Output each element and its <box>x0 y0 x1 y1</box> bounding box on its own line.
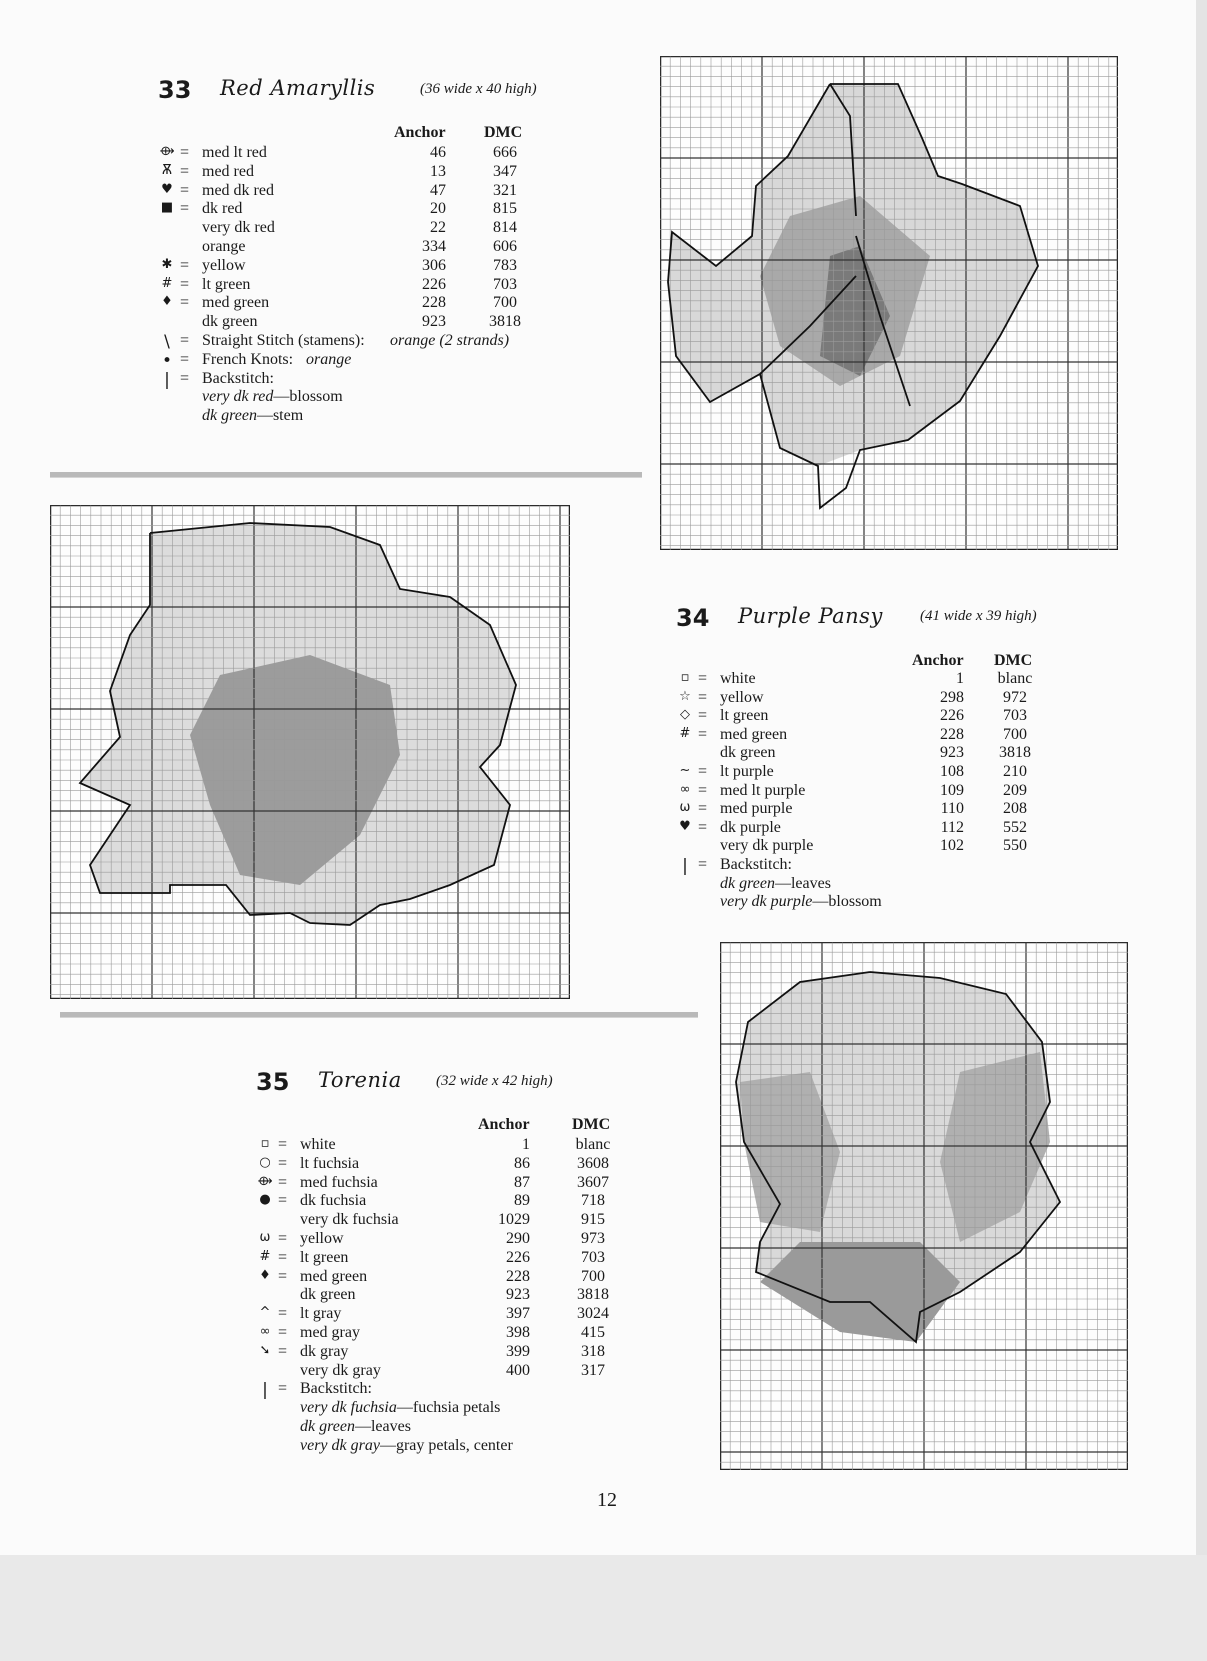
floss-row <box>158 144 558 162</box>
floss-row <box>158 238 558 256</box>
anchor-number: 306 <box>422 256 446 274</box>
floss-row <box>256 1211 656 1229</box>
equals-sign: = <box>278 1342 288 1360</box>
floss-name: lt green <box>202 275 251 293</box>
floss-row <box>158 313 558 331</box>
anchor-header: Anchor <box>394 124 446 141</box>
dmc-number: 915 <box>581 1211 605 1229</box>
floss-row <box>256 1155 656 1173</box>
floss-row <box>256 1230 656 1248</box>
equals-sign: = <box>278 1305 288 1323</box>
equals-sign: = <box>278 1154 288 1172</box>
extra-symbol: \ <box>164 332 170 352</box>
floss-name: dk green <box>300 1286 356 1304</box>
floss-name: orange <box>202 238 246 255</box>
key-dimensions: (41 wide x 39 high) <box>920 608 1037 624</box>
backstitch-note <box>300 1418 411 1436</box>
anchor-number: 108 <box>940 763 964 780</box>
dmc-header: DMC <box>994 652 1033 669</box>
equals-sign: = <box>180 350 190 368</box>
anchor-number: 46 <box>430 144 446 161</box>
anchor-number: 923 <box>940 744 964 762</box>
page-number: 12 <box>597 1489 617 1511</box>
dmc-number: 718 <box>581 1192 605 1210</box>
extra-text: Backstitch: <box>202 369 274 387</box>
floss-name: med gray <box>300 1324 360 1341</box>
floss-name: dk red <box>202 200 243 218</box>
floss-row <box>256 1192 656 1210</box>
floss-row <box>256 1362 656 1380</box>
floss-row <box>676 763 1076 781</box>
floss-row <box>676 819 1076 837</box>
key-purple-pansy <box>676 604 1096 924</box>
floss-row <box>256 1343 656 1361</box>
chart-purple-pansy <box>50 505 570 999</box>
extra-symbol: | <box>164 369 170 390</box>
dmc-number: 814 <box>493 219 517 237</box>
floss-row <box>676 782 1076 800</box>
floss-symbol: ω <box>259 1230 271 1245</box>
floss-name: yellow <box>202 256 246 274</box>
key-extra <box>158 332 578 350</box>
dmc-number: 815 <box>493 200 517 218</box>
floss-name: dk fuchsia <box>300 1192 367 1210</box>
backstitch-note <box>720 875 831 893</box>
anchor-number: 13 <box>430 162 446 180</box>
key-number: 35 <box>256 1068 290 1096</box>
anchor-number: 923 <box>422 313 446 331</box>
key-red-amaryllis <box>158 76 638 436</box>
backstitch-area: —leaves <box>354 1418 411 1435</box>
floss-name: dk green <box>720 744 776 762</box>
key-extra <box>256 1380 676 1401</box>
anchor-number: 400 <box>506 1361 530 1379</box>
equals-sign: = <box>180 332 190 349</box>
dmc-number: 210 <box>1003 763 1027 780</box>
anchor-number: 1 <box>956 670 964 687</box>
dmc-number: 3607 <box>577 1173 609 1191</box>
floss-row <box>158 276 558 294</box>
equals-sign: = <box>698 781 708 799</box>
floss-row <box>676 744 1076 762</box>
backstitch-note <box>202 388 343 406</box>
extra-color: orange (2 strands) <box>390 332 510 349</box>
floss-name: yellow <box>300 1230 344 1247</box>
floss-row <box>256 1136 656 1154</box>
equals-sign: = <box>278 1380 288 1398</box>
anchor-number: 226 <box>422 275 446 293</box>
dmc-number: 317 <box>581 1361 605 1379</box>
floss-symbol: ~ <box>679 763 691 778</box>
floss-symbol: ● <box>259 1192 271 1208</box>
dmc-number: 972 <box>1003 688 1027 706</box>
equals-sign: = <box>698 670 708 687</box>
floss-row <box>676 837 1076 855</box>
anchor-header: Anchor <box>478 1116 530 1133</box>
backstitch-color: very dk purple <box>720 893 813 911</box>
anchor-number: 398 <box>506 1324 530 1341</box>
floss-symbol: ◇ <box>680 707 690 723</box>
backstitch-area: —fuchsia petals <box>396 1399 501 1417</box>
key-extra <box>676 856 1096 874</box>
anchor-number: 226 <box>940 707 964 725</box>
equals-sign: = <box>180 294 190 312</box>
key-title: Red Amaryllis <box>220 76 376 100</box>
floss-symbol: ▫ <box>260 1136 270 1151</box>
floss-symbol: ✱ <box>161 256 173 272</box>
backstitch-note <box>300 1399 500 1417</box>
floss-name: dk gray <box>300 1342 349 1360</box>
floss-symbol: ⟴ <box>257 1173 273 1189</box>
dmc-number: 208 <box>1003 800 1027 818</box>
backstitch-color: very dk red <box>202 388 274 406</box>
extra-text: Backstitch: <box>720 856 792 873</box>
floss-row <box>256 1174 656 1192</box>
backstitch-area: —blossom <box>812 893 882 911</box>
key-dimensions: (36 wide x 40 high) <box>420 81 537 97</box>
floss-row <box>676 726 1076 744</box>
equals-sign: = <box>180 275 190 293</box>
backstitch-area: —stem <box>256 407 304 425</box>
dmc-number: 783 <box>493 256 517 274</box>
equals-sign: = <box>698 818 708 836</box>
backstitch-color: dk green <box>720 874 775 892</box>
anchor-number: 397 <box>506 1305 530 1323</box>
dmc-number: 3818 <box>999 744 1031 762</box>
floss-name: med red <box>202 162 254 180</box>
key-torenia <box>256 1068 666 1468</box>
anchor-number: 923 <box>506 1286 530 1304</box>
dmc-number: 973 <box>581 1230 605 1247</box>
floss-symbol: ♥ <box>679 818 691 834</box>
backstitch-note <box>202 407 303 425</box>
floss-name: yellow <box>720 688 764 706</box>
floss-row <box>158 219 558 237</box>
equals-sign: = <box>278 1136 288 1153</box>
floss-row <box>158 163 558 181</box>
floss-symbol: ♦ <box>259 1267 271 1283</box>
floss-name: lt green <box>300 1248 349 1266</box>
dmc-number: 347 <box>493 162 517 180</box>
equals-sign: = <box>698 707 708 725</box>
floss-row <box>158 294 558 312</box>
floss-row <box>256 1324 656 1342</box>
extra-symbol: | <box>262 1380 268 1401</box>
floss-row <box>158 257 558 275</box>
floss-name: very dk gray <box>300 1361 381 1379</box>
equals-sign: = <box>180 162 190 180</box>
floss-row <box>158 200 558 218</box>
equals-sign: = <box>180 200 190 218</box>
dmc-number: 703 <box>493 275 517 293</box>
equals-sign: = <box>278 1192 288 1210</box>
anchor-number: 86 <box>514 1154 530 1172</box>
floss-name: med lt red <box>202 144 267 161</box>
dmc-header: DMC <box>572 1116 611 1133</box>
key-extra <box>158 351 578 369</box>
anchor-number: 110 <box>940 800 964 818</box>
backstitch-area: —blossom <box>273 388 343 406</box>
floss-symbol: ∞ <box>679 781 691 797</box>
floss-symbol: # <box>161 275 173 291</box>
dmc-number: 3818 <box>577 1286 609 1304</box>
equals-sign: = <box>278 1324 288 1341</box>
floss-row <box>256 1305 656 1323</box>
dmc-number: blanc <box>997 670 1033 687</box>
floss-name: lt gray <box>300 1305 342 1323</box>
backstitch-note <box>300 1437 513 1455</box>
floss-row <box>256 1268 656 1286</box>
anchor-number: 228 <box>422 294 446 312</box>
backstitch-color: dk green <box>300 1418 355 1435</box>
key-extra <box>158 370 578 388</box>
dmc-number: 703 <box>581 1248 605 1266</box>
anchor-number: 47 <box>430 181 446 199</box>
extra-text: French Knots: <box>202 350 294 368</box>
divider-rule <box>50 472 642 477</box>
floss-symbol: ☆ <box>679 688 691 704</box>
floss-name: very dk purple <box>720 837 814 855</box>
floss-symbol: ♦ <box>161 294 173 310</box>
dmc-number: 3024 <box>577 1305 609 1323</box>
anchor-header: Anchor <box>912 652 964 669</box>
backstitch-area: —leaves <box>774 874 831 892</box>
floss-symbol: ■ <box>160 200 174 216</box>
floss-row <box>158 182 558 200</box>
floss-symbol: ♥ <box>161 181 173 197</box>
floss-name: med green <box>720 725 788 743</box>
floss-name: med green <box>202 294 270 312</box>
key-number: 34 <box>676 604 710 632</box>
divider-rule <box>60 1012 698 1017</box>
anchor-number: 20 <box>430 200 446 218</box>
floss-name: white <box>300 1136 336 1153</box>
dmc-number: 318 <box>581 1342 605 1360</box>
floss-row <box>676 707 1076 725</box>
anchor-number: 89 <box>514 1192 530 1210</box>
floss-symbol: ▫ <box>680 670 690 685</box>
anchor-number: 399 <box>506 1342 530 1360</box>
dmc-header: DMC <box>484 124 523 141</box>
anchor-number: 298 <box>940 688 964 706</box>
anchor-number: 109 <box>940 781 964 799</box>
equals-sign: = <box>180 144 190 161</box>
floss-row <box>676 670 1076 688</box>
anchor-number: 1 <box>522 1136 530 1153</box>
anchor-number: 1029 <box>498 1211 530 1229</box>
equals-sign: = <box>180 256 190 274</box>
dmc-number: 703 <box>1003 707 1027 725</box>
extra-symbol: | <box>682 856 688 876</box>
anchor-number: 290 <box>506 1230 530 1247</box>
floss-name: med purple <box>720 800 793 818</box>
floss-name: dk green <box>202 313 258 331</box>
equals-sign: = <box>278 1230 288 1247</box>
equals-sign: = <box>698 856 708 873</box>
floss-symbol: # <box>259 1248 271 1264</box>
anchor-number: 226 <box>506 1248 530 1266</box>
dmc-number: blanc <box>575 1136 611 1153</box>
backstitch-area: —gray petals, center <box>379 1436 513 1454</box>
chart-red-amaryllis <box>660 56 1118 550</box>
floss-name: white <box>720 670 756 687</box>
dmc-number: 666 <box>493 144 517 161</box>
floss-name: very dk red <box>202 219 275 237</box>
floss-symbol: Ѫ <box>161 162 173 178</box>
equals-sign: = <box>278 1267 288 1285</box>
extra-color: orange <box>306 350 352 368</box>
floss-symbol: ^ <box>259 1305 271 1321</box>
floss-name: med green <box>300 1267 368 1285</box>
floss-row <box>676 800 1076 818</box>
anchor-number: 87 <box>514 1173 530 1191</box>
key-title: Purple Pansy <box>738 604 883 628</box>
anchor-number: 334 <box>422 238 446 255</box>
floss-name: dk purple <box>720 818 781 836</box>
floss-row <box>256 1286 656 1304</box>
floss-symbol: # <box>679 725 691 741</box>
anchor-number: 112 <box>940 818 964 836</box>
equals-sign: = <box>180 369 190 387</box>
dmc-number: 700 <box>1003 725 1027 743</box>
dmc-number: 3608 <box>577 1154 609 1172</box>
extra-text: Backstitch: <box>300 1380 372 1398</box>
dmc-number: 321 <box>493 181 517 199</box>
equals-sign: = <box>278 1173 288 1191</box>
floss-symbol: ⟴ <box>159 144 175 159</box>
page-shadow <box>0 1555 1207 1661</box>
floss-name: med lt purple <box>720 781 806 799</box>
floss-name: lt green <box>720 707 769 725</box>
anchor-number: 228 <box>506 1267 530 1285</box>
chart-gridlines <box>720 942 1128 1470</box>
equals-sign: = <box>278 1248 288 1266</box>
backstitch-color: very dk gray <box>300 1436 380 1454</box>
key-title: Torenia <box>318 1068 402 1092</box>
dmc-number: 209 <box>1003 781 1027 799</box>
floss-name: lt purple <box>720 763 774 780</box>
backstitch-note <box>720 893 882 911</box>
dmc-number: 3818 <box>489 313 521 331</box>
backstitch-color: dk green <box>202 407 257 425</box>
chart-torenia <box>720 942 1128 1470</box>
floss-row <box>256 1249 656 1267</box>
anchor-number: 102 <box>940 837 964 855</box>
dmc-number: 700 <box>581 1267 605 1285</box>
backstitch-color: very dk fuchsia <box>300 1399 397 1417</box>
floss-symbol: ∞ <box>259 1324 271 1339</box>
floss-symbol: ➘ <box>259 1342 271 1358</box>
dmc-number: 415 <box>581 1324 605 1341</box>
equals-sign: = <box>698 725 708 743</box>
floss-symbol: ω <box>679 800 691 816</box>
dmc-number: 550 <box>1003 837 1027 855</box>
anchor-number: 228 <box>940 725 964 743</box>
anchor-number: 22 <box>430 219 446 237</box>
floss-name: lt fuchsia <box>300 1154 360 1172</box>
key-number: 33 <box>158 76 192 104</box>
floss-name: very dk fuchsia <box>300 1211 399 1229</box>
equals-sign: = <box>698 800 708 818</box>
dmc-number: 700 <box>493 294 517 312</box>
floss-row <box>676 689 1076 707</box>
equals-sign: = <box>698 688 708 706</box>
floss-symbol: ○ <box>259 1154 271 1170</box>
extra-symbol: • <box>161 350 173 371</box>
key-dimensions: (32 wide x 42 high) <box>436 1073 553 1089</box>
page-edge <box>1196 0 1207 1555</box>
extra-text: Straight Stitch (stamens): <box>202 332 365 349</box>
floss-name: med dk red <box>202 181 274 199</box>
dmc-number: 606 <box>493 238 517 255</box>
equals-sign: = <box>180 181 190 199</box>
floss-name: med fuchsia <box>300 1173 378 1191</box>
dmc-number: 552 <box>1003 818 1027 836</box>
equals-sign: = <box>698 763 708 780</box>
